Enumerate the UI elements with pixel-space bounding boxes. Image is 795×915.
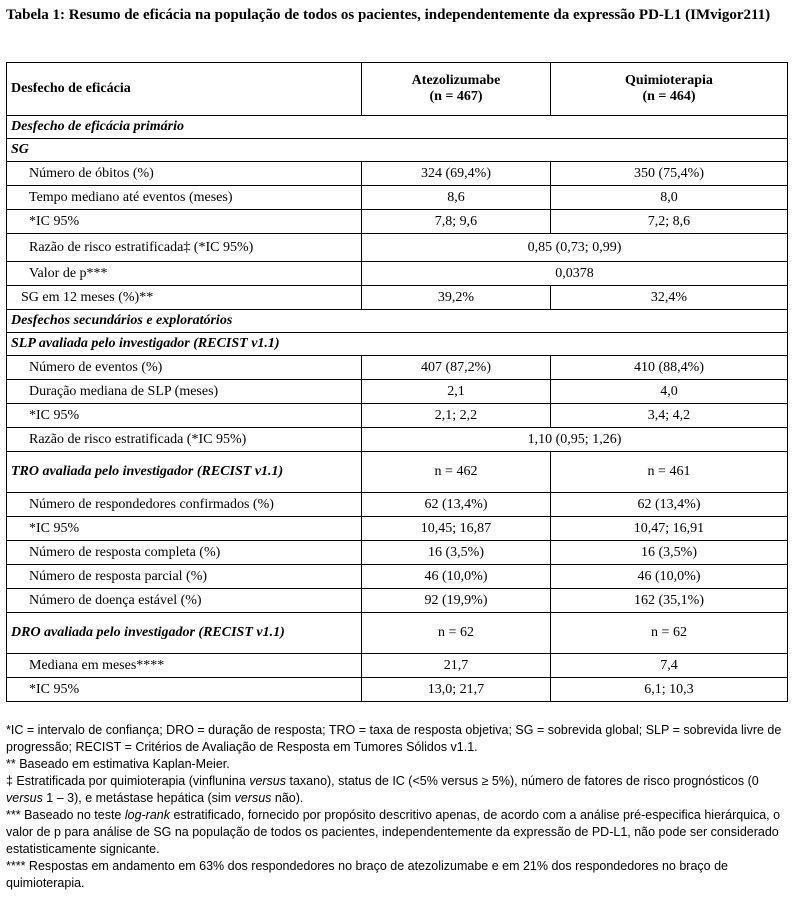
table-row <box>7 234 788 262</box>
footnote-kaplan-meier: ** Baseado em estimativa Kaplan-Meier. <box>6 757 230 771</box>
cell-atezolizumabe: 92 (19,9%) <box>362 589 551 613</box>
section-primary: Desfecho de eficácia primário <box>7 116 788 139</box>
table-row <box>7 565 788 589</box>
footnote-italic: versus <box>249 774 287 788</box>
cell-atezolizumabe: 324 (69,4%) <box>362 162 551 186</box>
cell-quimioterapia: 10,47; 16,91 <box>551 517 788 541</box>
table-row <box>7 428 788 452</box>
row-label: Razão de risco estratificada (*IC 95%) <box>7 428 362 452</box>
cell-quimioterapia: 162 (35,1%) <box>551 589 788 613</box>
section-sg: SG <box>7 139 788 162</box>
table-row <box>7 589 788 613</box>
footnote-text: ‡ Estratificada por quimioterapia (vinflunina <box>6 774 250 788</box>
cell-quimioterapia: 6,1; 10,3 <box>551 678 788 702</box>
footnote-stratification <box>6 773 790 807</box>
cell-atezolizumabe: 13,0; 21,7 <box>362 678 551 702</box>
row-label: Número de respondedores confirmados (%) <box>7 493 362 517</box>
cell-merged: 1,10 (0,95; 1,26) <box>362 428 788 452</box>
row-label: Número de óbitos (%) <box>7 162 362 186</box>
table-row <box>7 286 788 310</box>
row-label: *IC 95% <box>7 517 362 541</box>
section-row <box>7 613 788 654</box>
cell-quimioterapia: 7,4 <box>551 654 788 678</box>
cell-quimioterapia: 3,4; 4,2 <box>551 404 788 428</box>
cell-atezolizumabe: 62 (13,4%) <box>362 493 551 517</box>
footnote-responses: **** Respostas em andamento em 63% dos respondedores no braço de atezolizumabe e em 21% dos respondedores no braço de quimioterapia. <box>6 859 728 890</box>
row-label: Número de resposta parcial (%) <box>7 565 362 589</box>
table-row <box>7 493 788 517</box>
cell-quimioterapia: n = 62 <box>551 613 788 654</box>
row-label: *IC 95% <box>7 404 362 428</box>
footnote-italic: versus <box>234 791 272 805</box>
cell-quimioterapia: 8,0 <box>551 186 788 210</box>
footnote-italic: versus <box>6 791 43 805</box>
row-label: Tempo mediano até eventos (meses) <box>7 186 362 210</box>
header-atezolizumabe <box>362 63 551 116</box>
table-row <box>7 356 788 380</box>
cell-atezolizumabe: 39,2% <box>362 286 551 310</box>
row-label: Duração mediana de SLP (meses) <box>7 380 362 404</box>
cell-atezolizumabe: 2,1; 2,2 <box>362 404 551 428</box>
cell-quimioterapia: 16 (3,5%) <box>551 541 788 565</box>
cell-quimioterapia: 7,2; 8,6 <box>551 210 788 234</box>
row-label: Número de resposta completa (%) <box>7 541 362 565</box>
cell-atezolizumabe: 16 (3,5%) <box>362 541 551 565</box>
cell-atezolizumabe: 2,1 <box>362 380 551 404</box>
section-slp: SLP avaliada pelo investigador (RECIST v1.1) <box>7 333 788 356</box>
footnote-log-rank <box>6 807 790 858</box>
section-row <box>7 139 788 162</box>
row-label: Número de eventos (%) <box>7 356 362 380</box>
cell-merged: 0,85 (0,73; 0,99) <box>362 234 788 262</box>
footnote-text: taxano), status de IC (<5% versus ≥ 5%), número de fatores de risco prognósticos (0 <box>286 774 759 788</box>
header-quimioterapia <box>551 63 788 116</box>
cell-atezolizumabe: 46 (10,0%) <box>362 565 551 589</box>
row-label: SG em 12 meses (%)** <box>7 286 362 310</box>
row-label: Número de doença estável (%) <box>7 589 362 613</box>
header-atezolizumabe-n: (n = 467) <box>429 89 483 104</box>
table-row <box>7 404 788 428</box>
efficacy-table <box>6 62 788 702</box>
table-row <box>7 517 788 541</box>
row-label: Razão de risco estratificada‡ (*IC 95%) <box>7 234 362 262</box>
footnote-italic: log-rank <box>124 808 171 822</box>
cell-quimioterapia: 4,0 <box>551 380 788 404</box>
row-label: Valor de p*** <box>7 262 362 286</box>
section-row <box>7 116 788 139</box>
cell-quimioterapia: 62 (13,4%) <box>551 493 788 517</box>
cell-atezolizumabe: 7,8; 9,6 <box>362 210 551 234</box>
section-dro: DRO avaliada pelo investigador (RECIST v1.1) <box>7 613 362 654</box>
section-row <box>7 310 788 333</box>
cell-atezolizumabe: 21,7 <box>362 654 551 678</box>
section-row <box>7 333 788 356</box>
cell-atezolizumabe: n = 462 <box>362 452 551 493</box>
table-header-row <box>7 63 788 116</box>
section-secondary: Desfechos secundários e exploratórios <box>7 310 788 333</box>
cell-atezolizumabe: 8,6 <box>362 186 551 210</box>
header-atezolizumabe-name: Atezolizumabe <box>411 73 501 88</box>
cell-quimioterapia: 410 (88,4%) <box>551 356 788 380</box>
row-label: Mediana em meses**** <box>7 654 362 678</box>
cell-atezolizumabe: 407 (87,2%) <box>362 356 551 380</box>
cell-atezolizumabe: n = 62 <box>362 613 551 654</box>
cell-quimioterapia: 350 (75,4%) <box>551 162 788 186</box>
footnote-text: estratificado, fornecido por propósito descritivo apenas, de acordo com a análise pré-especifica hierárquica, o valor de p para análise de SG na população de todos os pacientes, independentemente da expressão de PD-L1, não pode ser considerado estatisticamente signicante. <box>6 808 781 856</box>
header-quimioterapia-name: Quimioterapia <box>625 73 713 88</box>
footnote-text: 1 – 3), e metástase hepática (sim <box>42 791 235 805</box>
footnote-abbreviations: *IC = intervalo de confiança; DRO = duração de resposta; TRO = taxa de resposta objetiva; SG = sobrevida global; SLP = sobrevida livre de progressão; RECIST = Critérios de Avaliação de Resposta em Tumores Sólidos v1.1. <box>6 723 782 754</box>
table-title: Tabela 1: Resumo de eficácia na população de todos os pacientes, independentemente da expressão PD-L1 (IMvigor211) <box>6 7 771 23</box>
table-row <box>7 380 788 404</box>
header-outcome: Desfecho de eficácia <box>7 63 362 116</box>
table-row <box>7 162 788 186</box>
section-tro: TRO avaliada pelo investigador (RECIST v1.1) <box>7 452 362 493</box>
row-label: *IC 95% <box>7 678 362 702</box>
cell-quimioterapia: 32,4% <box>551 286 788 310</box>
cell-atezolizumabe: 10,45; 16,87 <box>362 517 551 541</box>
table-row <box>7 210 788 234</box>
table-row <box>7 654 788 678</box>
cell-quimioterapia: 46 (10,0%) <box>551 565 788 589</box>
footnote-text: *** Baseado no teste <box>6 808 125 822</box>
table-row <box>7 678 788 702</box>
section-row <box>7 452 788 493</box>
table-row <box>7 262 788 286</box>
cell-quimioterapia: n = 461 <box>551 452 788 493</box>
row-label: *IC 95% <box>7 210 362 234</box>
table-row <box>7 186 788 210</box>
footnotes <box>6 722 790 892</box>
header-quimioterapia-n: (n = 464) <box>642 89 696 104</box>
footnote-text: não). <box>271 791 304 805</box>
cell-merged: 0,0378 <box>362 262 788 286</box>
table-row <box>7 541 788 565</box>
